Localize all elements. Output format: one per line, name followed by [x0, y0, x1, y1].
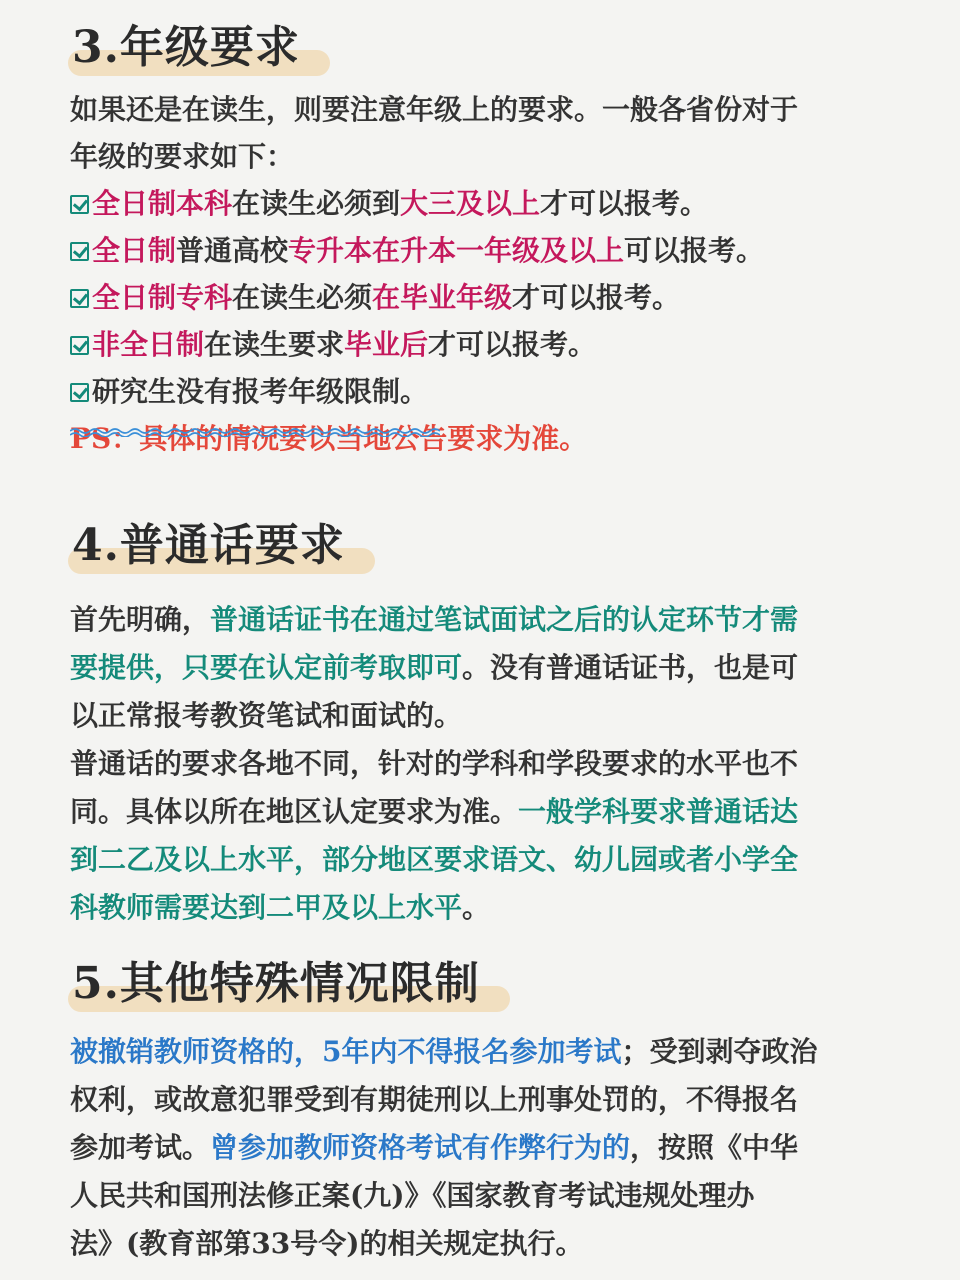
section-heading-grade	[72, 18, 300, 78]
heading-text: 3.年级要求	[72, 22, 300, 73]
text-line	[70, 1028, 900, 1076]
text-line	[70, 884, 900, 932]
text: ，按照《中华	[630, 1131, 799, 1164]
text: 法》(教育部第33号令)的相关规定执行。	[70, 1227, 584, 1260]
highlight-text: 专升本在升本一年级及以上	[288, 234, 625, 267]
text: 才可以报考。	[428, 328, 597, 361]
text: 可以报考。	[624, 234, 765, 267]
text-line	[70, 644, 900, 692]
section-heading-special	[72, 954, 480, 1014]
special-paragraph	[70, 1028, 900, 1268]
text: 研究生没有报考年级限制。	[92, 375, 429, 408]
text: 在读生必须	[232, 281, 373, 314]
text: 在读生必须到	[232, 187, 401, 220]
highlight-text: 到二乙及以上水平，部分地区要求语文、幼儿园或者小学全	[70, 843, 799, 876]
text: ；受到剥夺政治	[621, 1035, 818, 1068]
text: 人民共和国刑法修正案(九)》《国家教育考试违规处理办	[70, 1179, 755, 1212]
text: 参加考试。	[70, 1131, 211, 1164]
checkbox-icon	[70, 242, 89, 261]
text-line	[70, 596, 900, 644]
text: PS：具体的情况要以当地公告要求为准。	[70, 422, 588, 455]
highlight-text: 全日制本科	[92, 187, 233, 220]
text: 才可以报考。	[540, 187, 709, 220]
highlight-text: 全日制专科	[92, 281, 233, 314]
text: 年级的要求如下：	[70, 140, 295, 173]
text: 在读生要求	[204, 328, 345, 361]
text-line	[70, 133, 900, 180]
list-item	[70, 368, 900, 415]
mandarin-paragraph	[70, 596, 900, 932]
text-line	[70, 1220, 900, 1268]
list-item	[70, 321, 900, 368]
text: 普通高校	[176, 234, 289, 267]
text-line	[70, 788, 900, 836]
text-line	[70, 836, 900, 884]
section-heading-mandarin	[72, 516, 345, 576]
text-line	[70, 1124, 900, 1172]
text-line	[70, 86, 900, 133]
text: 。没有普通话证书，也是可	[462, 651, 799, 684]
highlight-text: 在毕业年级	[372, 281, 513, 314]
highlight-text: 毕业后	[344, 328, 429, 361]
text: 首先明确，	[70, 603, 211, 636]
text: 如果还是在读生，则要注意年级上的要求。一般各省份对于	[70, 93, 799, 126]
wavy-underline	[70, 427, 440, 437]
highlight-text: 曾参加教师资格考试有作弊行为的	[210, 1131, 631, 1164]
text-line	[70, 692, 900, 740]
ps-note	[70, 415, 900, 462]
checkbox-icon	[70, 289, 89, 308]
highlight-text: 非全日制	[92, 328, 205, 361]
text: 以正常报考教资笔试和面试的。	[70, 699, 463, 732]
text: 才可以报考。	[512, 281, 681, 314]
text-line	[70, 740, 900, 788]
highlight-text: 要提供，只要在认定前考取即可	[70, 651, 463, 684]
checkbox-icon	[70, 383, 89, 402]
text-line	[70, 1076, 900, 1124]
text: 同。具体以所在地区认定要求为准。	[70, 795, 519, 828]
list-item	[70, 180, 900, 227]
highlight-text: 大三及以上	[400, 187, 541, 220]
grade-paragraph	[70, 86, 900, 462]
heading-text: 4.普通话要求	[72, 520, 345, 571]
text-line	[70, 1172, 900, 1220]
highlight-text: 一般学科要求普通话达	[518, 795, 799, 828]
list-item	[70, 274, 900, 321]
text: 普通话的要求各地不同，针对的学科和学段要求的水平也不	[70, 747, 799, 780]
checkbox-icon	[70, 336, 89, 355]
highlight-text: 科教师需要达到二甲及以上水平	[70, 891, 463, 924]
list-item	[70, 227, 900, 274]
highlight-text: 被撤销教师资格的，5年内不得报名参加考试	[70, 1035, 622, 1068]
highlight-text: 全日制	[92, 234, 177, 267]
highlight-text: 普通话证书在通过笔试面试之后的认定环节才需	[210, 603, 799, 636]
text: 。	[462, 891, 491, 924]
heading-text: 5.其他特殊情况限制	[72, 958, 480, 1009]
checkbox-icon	[70, 195, 89, 214]
text: 权利，或故意犯罪受到有期徒刑以上刑事处罚的，不得报名	[70, 1083, 799, 1116]
